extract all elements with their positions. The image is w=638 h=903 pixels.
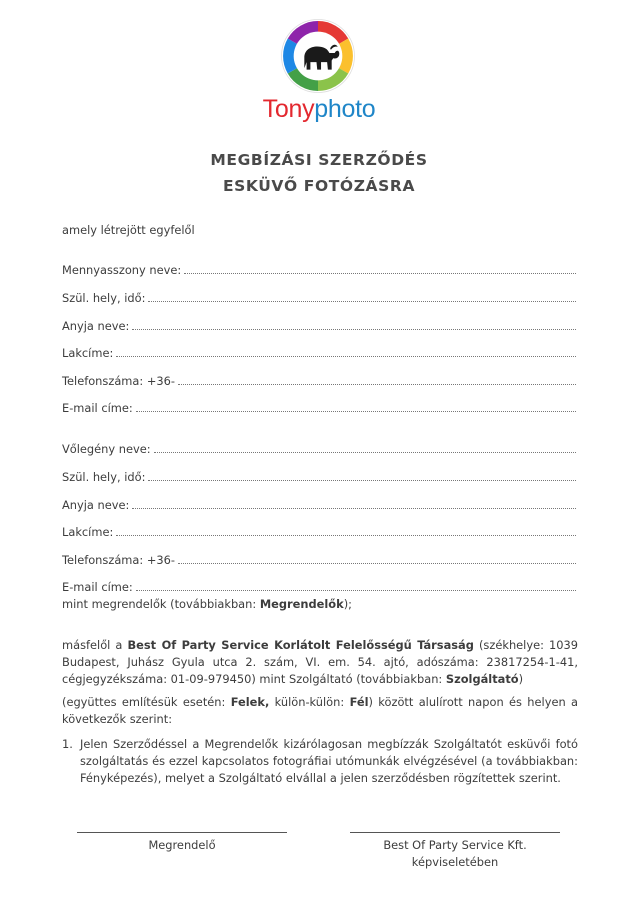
signature-line-provider: [350, 832, 560, 833]
document-subtitle: ESKÜVŐ FOTÓZÁSRA: [222, 177, 416, 195]
clients-prefix: mint megrendelők (továbbiakban:: [62, 597, 260, 611]
field-label: Lakcíme:: [62, 346, 114, 360]
groom-name-field[interactable]: [62, 441, 576, 456]
fill-line: [132, 329, 576, 330]
groom-mother-field[interactable]: [62, 497, 576, 512]
field-label: Lakcíme:: [62, 525, 114, 539]
intro-text: amely létrejött egyfelől: [62, 223, 195, 237]
fill-line: [178, 563, 576, 564]
bride-mother-field[interactable]: [62, 318, 576, 333]
signature-label-provider: Best Of Party Service Kft.: [383, 838, 527, 852]
field-label: Szül. hely, idő:: [62, 291, 146, 305]
fill-line: [178, 384, 576, 385]
clause-number: 1.: [62, 737, 73, 751]
field-label: Vőlegény neve:: [62, 442, 151, 456]
clients-paragraph: [62, 596, 578, 613]
parties-paragraph: [62, 694, 578, 728]
bride-birth-field[interactable]: [62, 290, 576, 305]
groom-address-field[interactable]: [62, 524, 576, 539]
fill-line: [132, 508, 576, 509]
fill-line: [136, 411, 576, 412]
fill-line: [148, 480, 576, 481]
field-label: Telefonszáma: +36-: [62, 553, 175, 567]
parties-term-felek: Felek,: [230, 695, 270, 709]
groom-birth-field[interactable]: [62, 469, 576, 484]
bride-address-field[interactable]: [62, 345, 576, 360]
document-title: MEGBÍZÁSI SZERZŐDÉS: [210, 151, 428, 169]
provider-term: Szolgáltató: [445, 672, 519, 686]
provider-suffix: ): [518, 672, 524, 686]
provider-prefix: másfelől a: [62, 638, 128, 652]
bride-email-field[interactable]: [62, 400, 576, 415]
provider-paragraph: [62, 637, 578, 688]
field-label: Anyja neve:: [62, 319, 130, 333]
field-label: Szül. hely, idő:: [62, 470, 146, 484]
groom-email-field[interactable]: [62, 579, 576, 594]
tonyphoto-logo-icon: [280, 18, 356, 94]
brand-name-part2: photo: [314, 95, 376, 123]
clause-1: [62, 736, 578, 787]
field-label: Mennyasszony neve:: [62, 263, 182, 277]
provider-details: (székhelye: 1039 Budapest, Juhász Gyula utca 2. szám, VI. em. 54. ajtó, adószáma: 23817254-1-41, cégjegyzékszáma: 01-09-979450) mint Szolgáltató (továbbiakban:: [62, 638, 579, 686]
clients-suffix: );: [343, 597, 352, 611]
fill-line: [154, 452, 576, 453]
parties-middle: külön-külön:: [269, 695, 350, 709]
fill-line: [116, 356, 576, 357]
bride-phone-field[interactable]: [62, 373, 576, 388]
clause-text: Jelen Szerződéssel a Megrendelők kizárólagosan megbízzák Szolgáltatót esküvői fotó szolgáltatás és ezzel kapcsolatos fotográfiai utómunkák elvégzésével (a továbbiakban: Fényképezés), melyet a Szolgáltató elvállal a jelen szerződésben rögzítettek szerint.: [80, 737, 578, 785]
fill-line: [184, 273, 576, 274]
field-label: Telefonszáma: +36-: [62, 374, 175, 388]
provider-company: Best Of Party Service Korlátolt Felelősségű Társaság: [127, 638, 474, 652]
bride-name-field[interactable]: [62, 262, 576, 277]
parties-term-fel: Fél: [349, 695, 369, 709]
signature-label-client: Megrendelő: [148, 838, 216, 852]
field-label: E-mail címe:: [62, 401, 133, 415]
field-label: Anyja neve:: [62, 498, 130, 512]
brand-name-part1: Tony: [262, 95, 315, 123]
field-label: E-mail címe:: [62, 580, 133, 594]
signature-line-client: [77, 832, 287, 833]
signature-label-provider-role: képviseletében: [411, 855, 499, 869]
fill-line: [148, 301, 576, 302]
fill-line: [136, 590, 576, 591]
parties-prefix: (együttes említésük esetén:: [62, 695, 231, 709]
fill-line: [116, 535, 576, 536]
clients-term: Megrendelők: [259, 597, 344, 611]
groom-phone-field[interactable]: [62, 552, 576, 567]
brand-name: [0, 95, 638, 124]
parties-suffix: ) között alulírott napon és helyen a következők szerint:: [62, 695, 578, 726]
